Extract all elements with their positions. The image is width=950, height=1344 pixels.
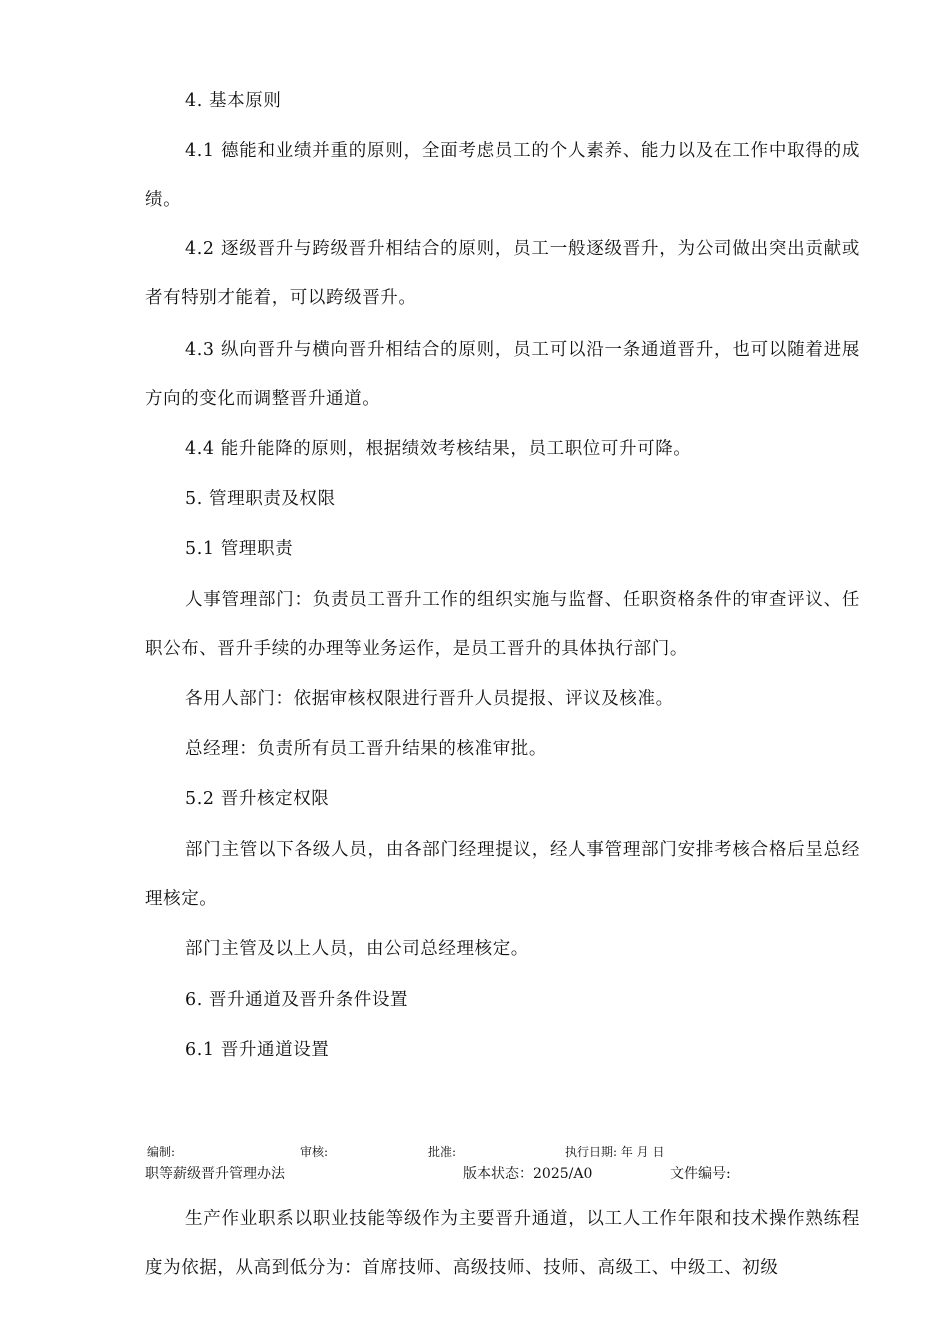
paragraph-hr-dept: 人事管理部门：负责员工晋升工作的组织实施与监督、任职资格条件的审查评议、任职公布、晋升手续的办理等业务运作，是员工晋升的具体执行部门。 xyxy=(145,590,860,659)
subsection-heading-5-2: 5.2 晋升核定权限 xyxy=(185,789,330,809)
paragraph-production-channel: 生产作业职系以职业技能等级作为主要晋升通道，以工人工作年限和技术操作熟练程度为依据，从高到低分为：首席技师、高级技师、技师、高级工、中级工、初级 xyxy=(145,1209,860,1278)
paragraph-4-2: 4.2 逐级晋升与跨级晋升相结合的原则，员工一般逐级晋升，为公司做出突出贡献或者有特别才能着，可以跨级晋升。 xyxy=(145,239,860,308)
paragraph-4-3: 4.3 纵向晋升与横向晋升相结合的原则，员工可以沿一条通道晋升，也可以随着进展方向的变化而调整晋升通道。 xyxy=(145,340,860,409)
section-heading-5: 5. 管理职责及权限 xyxy=(185,489,336,509)
header-version: 版本状态：2025/A0 xyxy=(463,1166,593,1182)
paragraph-supervisor-above: 部门主管及以上人员，由公司总经理核定。 xyxy=(185,939,529,959)
section-heading-4: 4. 基本原则 xyxy=(185,91,282,111)
paragraph-4-4: 4.4 能升能降的原则，根据绩效考核结果，员工职位可升可降。 xyxy=(185,439,692,459)
section-heading-6: 6. 晋升通道及晋升条件设置 xyxy=(185,990,409,1010)
paragraph-user-dept: 各用人部门：依据审核权限进行晋升人员提报、评议及核准。 xyxy=(185,689,674,709)
subsection-heading-5-1: 5.1 管理职责 xyxy=(185,539,294,559)
footer-review: 审核: xyxy=(300,1145,329,1159)
footer-approve: 批准: xyxy=(428,1145,457,1159)
header-file-number: 文件编号: xyxy=(670,1166,731,1182)
footer-compile: 编制: xyxy=(147,1145,176,1159)
paragraph-general-manager: 总经理：负责所有员工晋升结果的核准审批。 xyxy=(185,739,547,759)
paragraph-4-1: 4.1 德能和业绩并重的原则，全面考虑员工的个人素养、能力以及在工作中取得的成绩。 xyxy=(145,141,860,210)
header-doc-title: 职等薪级晋升管理办法 xyxy=(145,1166,285,1182)
paragraph-below-supervisor: 部门主管以下各级人员，由各部门经理提议，经人事管理部门安排考核合格后呈总经理核定。 xyxy=(145,840,860,909)
footer-exec-date: 执行日期: 年 月 日 xyxy=(565,1145,665,1159)
subsection-heading-6-1: 6.1 晋升通道设置 xyxy=(185,1040,330,1060)
